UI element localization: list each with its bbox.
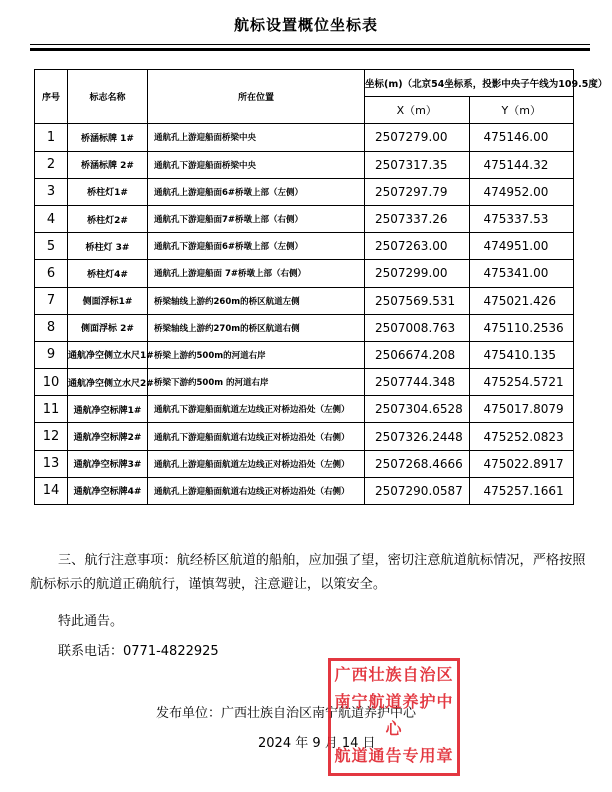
- row-x: 2507268.4666: [365, 450, 470, 477]
- row-y: 474952.00: [469, 178, 574, 205]
- table-row: [35, 341, 574, 368]
- row-y: 475017.8079: [469, 396, 574, 423]
- publisher: 发布单位：广西壮族自治区南宁航道养护中心: [156, 706, 417, 721]
- seal-line-3: 航道通告专用章: [334, 746, 454, 765]
- row-name: 桥涵标牌 2#: [68, 151, 148, 178]
- row-y: 475021.426: [469, 287, 574, 314]
- table-row: [35, 423, 574, 450]
- row-location: 桥梁下游约500m 的河道右岸: [148, 369, 365, 396]
- row-y: 475254.5721: [469, 369, 574, 396]
- table-body: [35, 124, 574, 505]
- header-coordinates: 坐标(m)（北京54坐标系，投影中央子午线为109.5度）: [365, 70, 574, 97]
- title-rule-thick: [30, 48, 590, 51]
- row-no: 9: [35, 341, 68, 368]
- header-x: X（m）: [365, 97, 470, 124]
- row-no: 1: [35, 124, 68, 151]
- table-row: [35, 314, 574, 341]
- official-seal: [328, 658, 460, 776]
- row-no: 7: [35, 287, 68, 314]
- row-name: 侧面浮标1#: [68, 287, 148, 314]
- row-location: 通航孔下游迎船面航道左边线正对桥边沿处（左侧）: [148, 396, 365, 423]
- table-header-row: [35, 70, 574, 97]
- row-location: 通航孔下游迎船面航道右边线正对桥边沿处（右侧）: [148, 423, 365, 450]
- header-name: 标志名称: [68, 70, 148, 124]
- row-y: 475022.8917: [469, 450, 574, 477]
- row-name: 通航净空标牌2#: [68, 423, 148, 450]
- row-location: 通航孔上游迎船面6#桥墩上部（左侧）: [148, 178, 365, 205]
- row-x: 2507263.00: [365, 233, 470, 260]
- row-location: 通航孔下游迎船面桥梁中央: [148, 151, 365, 178]
- row-no: 2: [35, 151, 68, 178]
- table-row: [35, 205, 574, 232]
- row-location: 桥梁上游约500m的河道右岸: [148, 341, 365, 368]
- row-y: 475257.1661: [469, 477, 574, 504]
- table-row: [35, 151, 574, 178]
- row-no: 12: [35, 423, 68, 450]
- row-name: 通航净空侧立水尺2#: [68, 369, 148, 396]
- row-no: 4: [35, 205, 68, 232]
- row-x: 2507297.79: [365, 178, 470, 205]
- row-name: 通航净空标牌1#: [68, 396, 148, 423]
- row-x: 2507008.763: [365, 314, 470, 341]
- row-y: 475410.135: [469, 341, 574, 368]
- row-location: 通航孔下游迎船面6#桥墩上部（左侧）: [148, 233, 365, 260]
- row-x: 2507299.00: [365, 260, 470, 287]
- seal-line-1: 广西壮族自治区: [334, 665, 454, 684]
- row-location: 通航孔上游迎船面桥梁中央: [148, 124, 365, 151]
- header-no: 序号: [35, 70, 68, 124]
- row-x: 2507317.35: [365, 151, 470, 178]
- row-name: 桥涵标牌 1#: [68, 124, 148, 151]
- row-y: 475144.32: [469, 151, 574, 178]
- navigation-notice: 三、航行注意事项：航经桥区航道的船舶，应加强了望，密切注意航道航标情况，严格按照航标标示的航道正确航行，谨慎驾驶，注意避让，以策安全。: [30, 553, 586, 592]
- row-location: 通航孔上游迎船面 7#桥墩上部（右侧）: [148, 260, 365, 287]
- beacon-coordinate-table: [34, 69, 608, 505]
- row-no: 13: [35, 450, 68, 477]
- row-no: 8: [35, 314, 68, 341]
- table-row: [35, 178, 574, 205]
- row-location: 桥梁轴线上游约260m的桥区航道左侧: [148, 287, 365, 314]
- table-row: [35, 260, 574, 287]
- row-no: 10: [35, 369, 68, 396]
- special-notice: 特此通告。: [58, 614, 124, 629]
- table-row: [35, 477, 574, 504]
- row-location: 通航孔上游迎船面航道右边线正对桥边沿处（右侧）: [148, 477, 365, 504]
- row-name: 侧面浮标 2#: [68, 314, 148, 341]
- row-location: 桥梁轴线上游约270m的桥区航道右侧: [148, 314, 365, 341]
- row-x: 2507326.2448: [365, 423, 470, 450]
- seal-line-2: 南宁航道养护中心: [334, 692, 454, 738]
- table-row: [35, 233, 574, 260]
- row-x: 2507290.0587: [365, 477, 470, 504]
- contact-phone: 联系电话：0771-4822925: [58, 644, 219, 659]
- row-y: 475337.53: [469, 205, 574, 232]
- row-no: 14: [35, 477, 68, 504]
- row-name: 桥柱灯 3#: [68, 233, 148, 260]
- table-row: [35, 396, 574, 423]
- issue-date: 2024 年 9 月 14 日: [258, 736, 376, 751]
- row-name: 桥柱灯4#: [68, 260, 148, 287]
- row-x: 2507279.00: [365, 124, 470, 151]
- row-name: 通航净空标牌4#: [68, 477, 148, 504]
- row-y: 474951.00: [469, 233, 574, 260]
- row-name: 通航净空侧立水尺1#: [68, 341, 148, 368]
- header-location: 所在位置: [148, 70, 365, 124]
- row-x: 2507744.348: [365, 369, 470, 396]
- row-x: 2507304.6528: [365, 396, 470, 423]
- row-name: 通航净空标牌3#: [68, 450, 148, 477]
- row-no: 11: [35, 396, 68, 423]
- row-no: 6: [35, 260, 68, 287]
- row-name: 桥柱灯1#: [68, 178, 148, 205]
- row-y: 475146.00: [469, 124, 574, 151]
- table-row: [35, 450, 574, 477]
- document-title: 航标设置概位坐标表: [233, 16, 378, 34]
- row-y: 475252.0823: [469, 423, 574, 450]
- title-rule-thin: [30, 44, 590, 45]
- row-location: 通航孔上游迎船面航道左边线正对桥边沿处（左侧）: [148, 450, 365, 477]
- row-x: 2507337.26: [365, 205, 470, 232]
- row-y: 475341.00: [469, 260, 574, 287]
- table-row: [35, 369, 574, 396]
- table-row: [35, 124, 574, 151]
- row-y: 475110.2536: [469, 314, 574, 341]
- row-x: 2506674.208: [365, 341, 470, 368]
- row-location: 通航孔下游迎船面7#桥墩上部（右侧）: [148, 205, 365, 232]
- row-name: 桥柱灯2#: [68, 205, 148, 232]
- row-x: 2507569.531: [365, 287, 470, 314]
- row-no: 5: [35, 233, 68, 260]
- header-y: Y（m）: [469, 97, 574, 124]
- table-row: [35, 287, 574, 314]
- row-no: 3: [35, 178, 68, 205]
